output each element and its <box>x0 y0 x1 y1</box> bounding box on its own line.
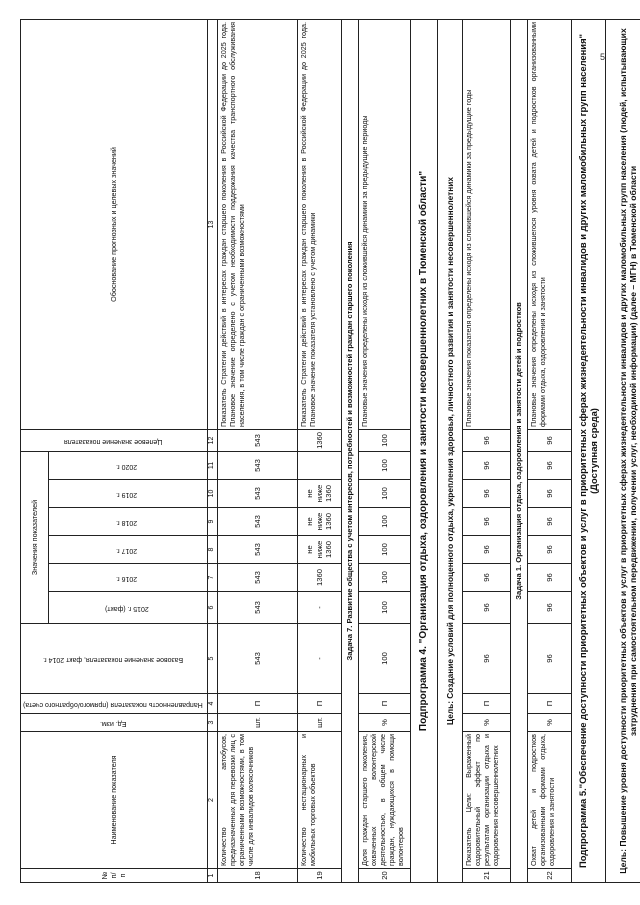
page-number: 5 <box>600 52 606 62</box>
value-cell: 96 <box>527 480 571 508</box>
task-7-row <box>341 19 358 882</box>
value-cell: 100 <box>358 564 410 592</box>
value-cell: - <box>297 592 341 624</box>
col-number: 1 <box>207 869 217 883</box>
col-number: 10 <box>207 480 217 508</box>
col-target-header: Целевое значение показателя <box>21 429 208 451</box>
table-row-18 <box>217 19 297 882</box>
value-cell: 96 <box>527 592 571 624</box>
task-7-title: Задача 7. Развитие общества с учетом интересов, потребностей и возможностей граждан старшего поколения <box>341 19 358 882</box>
col-unit-header: Ед. изм. <box>21 714 208 732</box>
value-cell: 543 <box>217 536 297 564</box>
base-value-cell: 96 <box>527 624 571 694</box>
col-number: 5 <box>207 624 217 694</box>
value-cell: 543 <box>217 508 297 536</box>
value-cell: 100 <box>358 480 410 508</box>
goal-5-title: Цель: Повышение уровня доступности приоритетных объектов и услуг в приоритетных сферах жизнедеятельности инвалидов и других маломобильных групп населения (людей, испытывающих затруднения при самостоятельном передвижении, получении услуг, необходимой информации) (далее – МГН) в Тюменской области <box>605 19 640 882</box>
goal-5-row <box>605 19 640 882</box>
base-value-cell: 100 <box>358 624 410 694</box>
base-value-cell: 543 <box>217 624 297 694</box>
value-cell: 100 <box>358 592 410 624</box>
table-row-19 <box>297 19 341 882</box>
table-row-22 <box>527 19 571 882</box>
rotated-page-content <box>20 20 639 883</box>
row-number: 19 <box>297 869 341 883</box>
table-row-20 <box>358 19 410 882</box>
value-cell: 96 <box>527 451 571 479</box>
col-number: 6 <box>207 592 217 624</box>
col-number: 9 <box>207 508 217 536</box>
value-cell: 100 <box>358 508 410 536</box>
col-base-header: Базовое значение показателя, факт 2014 г. <box>21 624 208 694</box>
unit-cell: % <box>358 714 410 732</box>
base-value-cell: - <box>297 624 341 694</box>
value-cell: 543 <box>217 564 297 592</box>
target-value-cell: 543 <box>217 429 297 451</box>
col-number: 4 <box>207 694 217 714</box>
task-1-row <box>510 19 527 882</box>
subprogram-4-title: Подпрограмма 4. "Организация отдыха, оздоровления и занятости несовершеннолетних в Тюменской области" <box>410 19 437 882</box>
value-cell: 100 <box>358 536 410 564</box>
col-number: 12 <box>207 429 217 451</box>
col-number: 2 <box>207 732 217 869</box>
target-value-cell: 96 <box>462 429 510 451</box>
unit-cell: % <box>462 714 510 732</box>
value-cell: 96 <box>462 564 510 592</box>
value-cell: 96 <box>527 536 571 564</box>
col-number: 7 <box>207 564 217 592</box>
value-cell: 96 <box>527 564 571 592</box>
indicator-name: Количество нестационарных и мобильных торговых объектов <box>297 732 341 869</box>
direction-cell: П <box>297 694 341 714</box>
row-number: 21 <box>462 869 510 883</box>
value-cell: 543 <box>217 451 297 479</box>
task-1-title: Задача 1. Организация отдыха, оздоровления и занятости детей и подростков <box>510 19 527 882</box>
row-number: 18 <box>217 869 297 883</box>
subprogram-5-row <box>571 19 605 882</box>
col-direction-header: Направленность показателя (прямого/обратного счета) <box>21 694 208 714</box>
col-number: 3 <box>207 714 217 732</box>
year-header: 2016 г. <box>49 564 208 592</box>
direction-cell: П <box>217 694 297 714</box>
header-row-1 <box>21 19 49 882</box>
col-number: 11 <box>207 451 217 479</box>
column-numbers-row <box>207 19 217 882</box>
value-cell: 96 <box>462 508 510 536</box>
row-number: 22 <box>527 869 571 883</box>
target-value-cell: 1360 <box>297 429 341 451</box>
unit-cell: % <box>527 714 571 732</box>
year-header: 2018 г. <box>49 508 208 536</box>
value-cell: 543 <box>217 480 297 508</box>
row-number: 20 <box>358 869 410 883</box>
goal-4-row <box>437 19 462 882</box>
value-cell: 1360 <box>297 564 341 592</box>
basis-cell: Показатель Стратегии действий в интересах граждан старшего поколения в Российской Федерации до 2025 года. Плановое значение показателя установлено с учетом динамики <box>297 19 341 429</box>
basis-cell: Плановые значения показателя определены исходя из сложившейся динамики за предыдущие годы <box>462 19 510 429</box>
direction-cell: П <box>527 694 571 714</box>
indicator-name: Доля граждан старшего поколения, охваченных волонтерской деятельностью, в общем числе граждан, нуждающихся в помощи волонтеров <box>358 732 410 869</box>
col-values-header: Значения показателей <box>21 451 49 623</box>
indicators-table <box>20 19 640 883</box>
basis-cell: Показатель Стратегии действий в интересах граждан старшего поколения в Российской Федерации до 2025 года. Плановое значение определено с учетом необходимости поддержания качества транспортного обслуживания населения, в том числе граждан с ограниченными возможностями <box>217 19 297 429</box>
value-cell: 100 <box>358 451 410 479</box>
base-value-cell: 96 <box>462 624 510 694</box>
indicator-name: Показатель Цели: Выраженный оздоровительный эффект по результатам организации отдыха и оздоровления несовершеннолетних <box>462 732 510 869</box>
col-basis-header: Обоснование прогнозных и целевых значений <box>21 19 208 429</box>
value-cell: 96 <box>527 508 571 536</box>
col-name-header: Наименование показателя <box>21 732 208 869</box>
direction-cell: П <box>358 694 410 714</box>
col-number: 13 <box>207 19 217 429</box>
subprogram-5-title: Подпрограмма 5."Обеспечение доступности приоритетных объектов и услуг в приоритетных сферах жизнедеятельности инвалидов и других маломобильных групп населения" (Доступная среда) <box>571 19 605 882</box>
value-cell: не ниже 1360 <box>297 480 341 508</box>
value-cell: 96 <box>462 480 510 508</box>
basis-cell: Плановые значения определены исходя из сложившейся динамики за предыдущие периоды <box>358 19 410 429</box>
unit-cell: шт. <box>217 714 297 732</box>
year-header: 2017 г. <box>49 536 208 564</box>
col-number: 8 <box>207 536 217 564</box>
basis-cell: Плановые значения определены исходя из сложившегося уровня охвата детей и подростков организованными формами отдыха, оздоровления и занятости <box>527 19 571 429</box>
value-cell: 543 <box>217 592 297 624</box>
value-cell: 96 <box>462 451 510 479</box>
subprogram-4-row <box>410 19 437 882</box>
year-header: 2019 г. <box>49 480 208 508</box>
year-header: 2015 г. (факт) <box>49 592 208 624</box>
value-cell <box>297 451 341 479</box>
indicator-name: Охват детей и подростков организованными формами отдыха, оздоровления и занятости <box>527 732 571 869</box>
table-row-21 <box>462 19 510 882</box>
target-value-cell: 96 <box>527 429 571 451</box>
goal-4-title: Цель: Создание условий для полноценного отдыха, укрепления здоровья, личностного развития и занятости несовершеннолетних <box>437 19 462 882</box>
unit-cell: шт. <box>297 714 341 732</box>
year-header: 2020 г. <box>49 451 208 479</box>
direction-cell: П <box>462 694 510 714</box>
value-cell: 96 <box>462 592 510 624</box>
value-cell: не ниже 1360 <box>297 536 341 564</box>
value-cell: 96 <box>462 536 510 564</box>
col-num-header: № п/п <box>21 869 208 883</box>
indicator-name: Количество автобусов, предназначенных для перевозки лиц с ограниченными возможностями, в том числе для инвалидов колясочников <box>217 732 297 869</box>
target-value-cell: 100 <box>358 429 410 451</box>
value-cell: не ниже 1360 <box>297 508 341 536</box>
